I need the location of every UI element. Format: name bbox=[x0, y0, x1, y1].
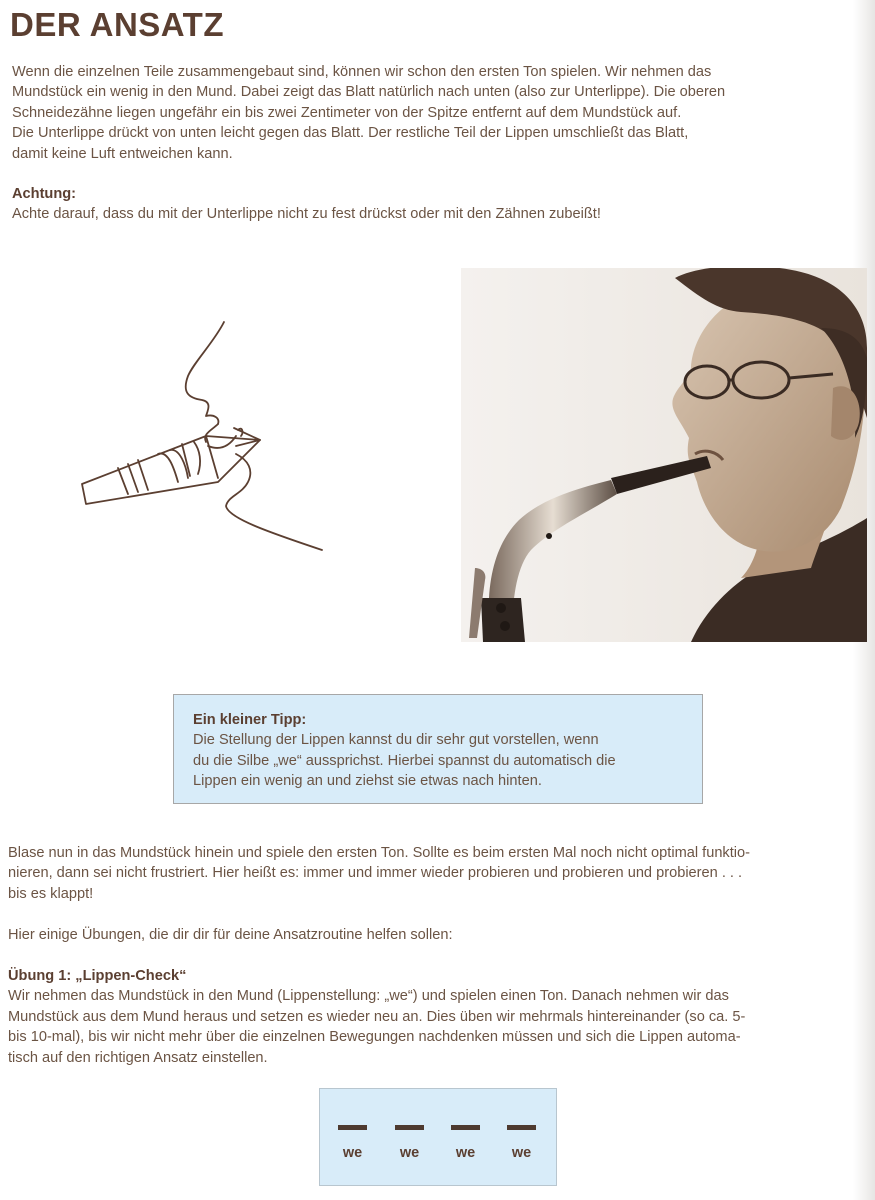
long-note-bar bbox=[338, 1125, 367, 1130]
warning-section bbox=[12, 184, 852, 225]
tip-heading: Ein kleiner Tipp: bbox=[193, 712, 307, 728]
practice-line: nieren, dann sei nicht frustriert. Hier heißt es: immer und immer wieder probieren und probieren und probieren . . . bbox=[8, 865, 743, 882]
tip-line: du die Silbe „we“ aussprichst. Hierbei spannst du automatisch die bbox=[193, 752, 616, 769]
exercise-1-line: Mundstück aus dem Mund heraus und setzen es wieder neu an. Dies üben wir mehrmals hintereinander (so ca. 5- bbox=[8, 1008, 746, 1025]
note-cell bbox=[391, 1089, 431, 1185]
long-note-bar bbox=[507, 1125, 536, 1130]
long-note-bar bbox=[395, 1125, 424, 1130]
practice-line: bis es klappt! bbox=[8, 885, 94, 902]
long-note-bar bbox=[451, 1125, 480, 1130]
note-cell bbox=[503, 1089, 543, 1185]
exercises-intro: Hier einige Übungen, die dir dir für deine Ansatzroutine helfen sollen: bbox=[8, 927, 453, 943]
practice-line: Blase nun in das Mundstück hinein und spiele den ersten Ton. Sollte es beim ersten Mal noch nicht optimal funktio- bbox=[8, 845, 751, 861]
warning-text: Achte darauf, dass du mit der Unterlippe nicht zu fest drückst oder mit den Zähnen zubeißt! bbox=[12, 206, 601, 223]
tip-line: Die Stellung der Lippen kannst du dir sehr gut vorstellen, wenn bbox=[193, 732, 599, 749]
practice-paragraph bbox=[8, 843, 858, 904]
embouchure-line-drawing bbox=[78, 318, 340, 558]
note-syllable: we bbox=[399, 1145, 420, 1161]
note-cell bbox=[447, 1089, 487, 1185]
note-syllable: we bbox=[511, 1145, 532, 1161]
note-cell bbox=[334, 1089, 374, 1185]
exercise-1-line: tisch auf den richtigen Ansatz einstellen. bbox=[8, 1049, 268, 1066]
intro-line: Die Unterlippe drückt von unten leicht gegen das Blatt. Der restliche Teil der Lippen umschließt das Blatt, bbox=[12, 125, 689, 142]
page-title: DER ANSATZ bbox=[10, 6, 224, 43]
saxophone-player-photo bbox=[461, 268, 867, 642]
exercise-1-heading: Übung 1: „Lippen-Check“ bbox=[8, 968, 187, 984]
intro-paragraph bbox=[12, 62, 852, 164]
intro-line: damit keine Luft entweichen kann. bbox=[12, 145, 233, 162]
exercise-1-line: bis 10-mal), bis wir nicht mehr über die einzelnen Bewegungen nachdenken müssen und sich die Lippen automa- bbox=[8, 1029, 741, 1046]
notation-box bbox=[319, 1088, 557, 1186]
warning-heading: Achtung: bbox=[12, 186, 77, 202]
exercise-1-line: Wir nehmen das Mundstück in den Mund (Lippenstellung: „we“) und spielen einen Ton. Danach nehmen wir das bbox=[8, 988, 729, 1005]
note-syllable: we bbox=[455, 1145, 476, 1161]
intro-line: Schneidezähne liegen ungefähr ein bis zwei Zentimeter von der Spitze entfernt auf dem Mundstück auf. bbox=[12, 104, 682, 121]
exercise-1-section bbox=[8, 966, 858, 1068]
intro-line: Wenn die einzelnen Teile zusammengebaut sind, können wir schon den ersten Ton spielen. Wir nehmen das bbox=[12, 64, 712, 80]
tip-line: Lippen ein wenig an und ziehst sie etwas nach hinten. bbox=[193, 773, 542, 790]
tip-box bbox=[173, 694, 703, 804]
intro-line: Mundstück ein wenig in den Mund. Dabei zeigt das Blatt natürlich nach unten (also zur Unterlippe). Die oberen bbox=[12, 84, 726, 101]
note-syllable: we bbox=[342, 1145, 363, 1161]
